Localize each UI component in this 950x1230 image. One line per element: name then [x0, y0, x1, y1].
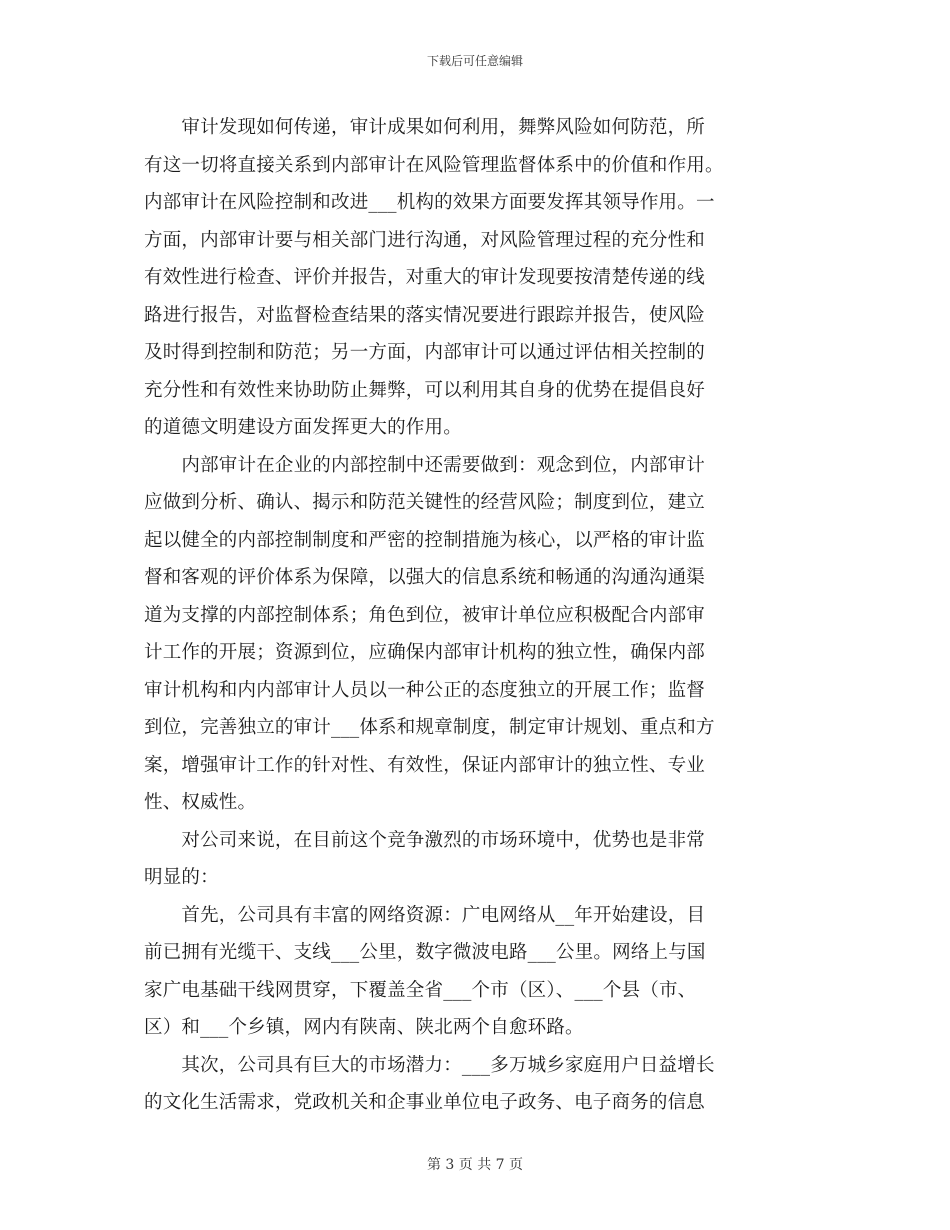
text-line: 起以健全的内部控制制度和严密的控制措施为核心，以严格的审计监 [144, 529, 706, 551]
text-line: 的文化生活需求，党政机关和企事业单位电子政务、电子商务的信息 [144, 1092, 706, 1113]
text-line: 首先，公司具有丰富的网络资源：广电网络从__年开始建设，目 [144, 904, 706, 926]
text-line: 明显的： [144, 867, 219, 888]
text-line: 其次，公司具有巨大的市场潜力：___多万城乡家庭用户日益增长 [144, 1054, 715, 1076]
text-line: 的道德文明建设方面发挥更大的作用。 [144, 417, 462, 438]
text-line: 到位，完善独立的审计___体系和规章制度，制定审计规划、重点和方 [144, 717, 715, 738]
text-line: 方面，内部审计要与相关部门进行沟通，对风险管理过程的充分性和 [144, 229, 706, 251]
text-line: 督和客观的评价体系为保障，以强大的信息系统和畅通的沟通沟通渠 [144, 567, 706, 588]
text-line: 及时得到控制和防范；另一方面，内部审计可以通过评估相关控制的 [144, 342, 706, 363]
text-line: 路进行报告，对监督检查结果的落实情况要进行跟踪并报告，使风险 [144, 304, 706, 326]
text-line: 审计机构和内内部审计人员以一种公正的态度独立的开展工作；监督 [144, 679, 706, 701]
page-footer: 第 3 页 共 7 页 [426, 1157, 524, 1173]
text-line: 有这一切将直接关系到内部审计在风险管理监督体系中的价值和作用。 [144, 154, 724, 176]
text-line: 计工作的开展；资源到位，应确保内部审计机构的独立性，确保内部 [144, 642, 706, 663]
text-line: 性、权威性。 [144, 792, 257, 813]
text-line: 内部审计在企业的内部控制中还需要做到：观念到位，内部审计 [144, 454, 706, 476]
text-line: 道为支撑的内部控制体系；角色到位，被审计单位应积极配合内部审 [144, 604, 706, 626]
page-header: 下载后可任意编辑 [426, 54, 523, 68]
text-line: 充分性和有效性来协助防止舞弊，可以利用其自身的优势在提倡良好 [144, 379, 706, 401]
text-line: 区）和___个乡镇，网内有陕南、陕北两个自愈环路。 [144, 1017, 584, 1038]
text-line: 有效性进行检查、评价并报告，对重大的审计发现要按清楚传递的线 [144, 267, 706, 288]
text-line: 对公司来说，在目前这个竞争激烈的市场环境中，优势也是非常 [144, 829, 706, 851]
text-line: 前已拥有光缆干、支线___公里，数字微波电路___公里。网络上与国 [144, 942, 706, 963]
document-body [144, 109, 804, 1122]
text-line: 应做到分析、确认、揭示和防范关键性的经营风险；制度到位，建立 [144, 492, 706, 513]
text-line: 内部审计在风险控制和改进___机构的效果方面要发挥其领导作用。一 [144, 192, 715, 213]
text-line: 审计发现如何传递，审计成果如何利用，舞弊风险如何防范，所 [144, 117, 706, 138]
text-line: 家广电基础干线网贯穿，下覆盖全省___个市（区）、___个县（市、 [144, 979, 697, 1001]
text-line: 案，增强审计工作的针对性、有效性，保证内部审计的独立性、专业 [144, 754, 706, 776]
